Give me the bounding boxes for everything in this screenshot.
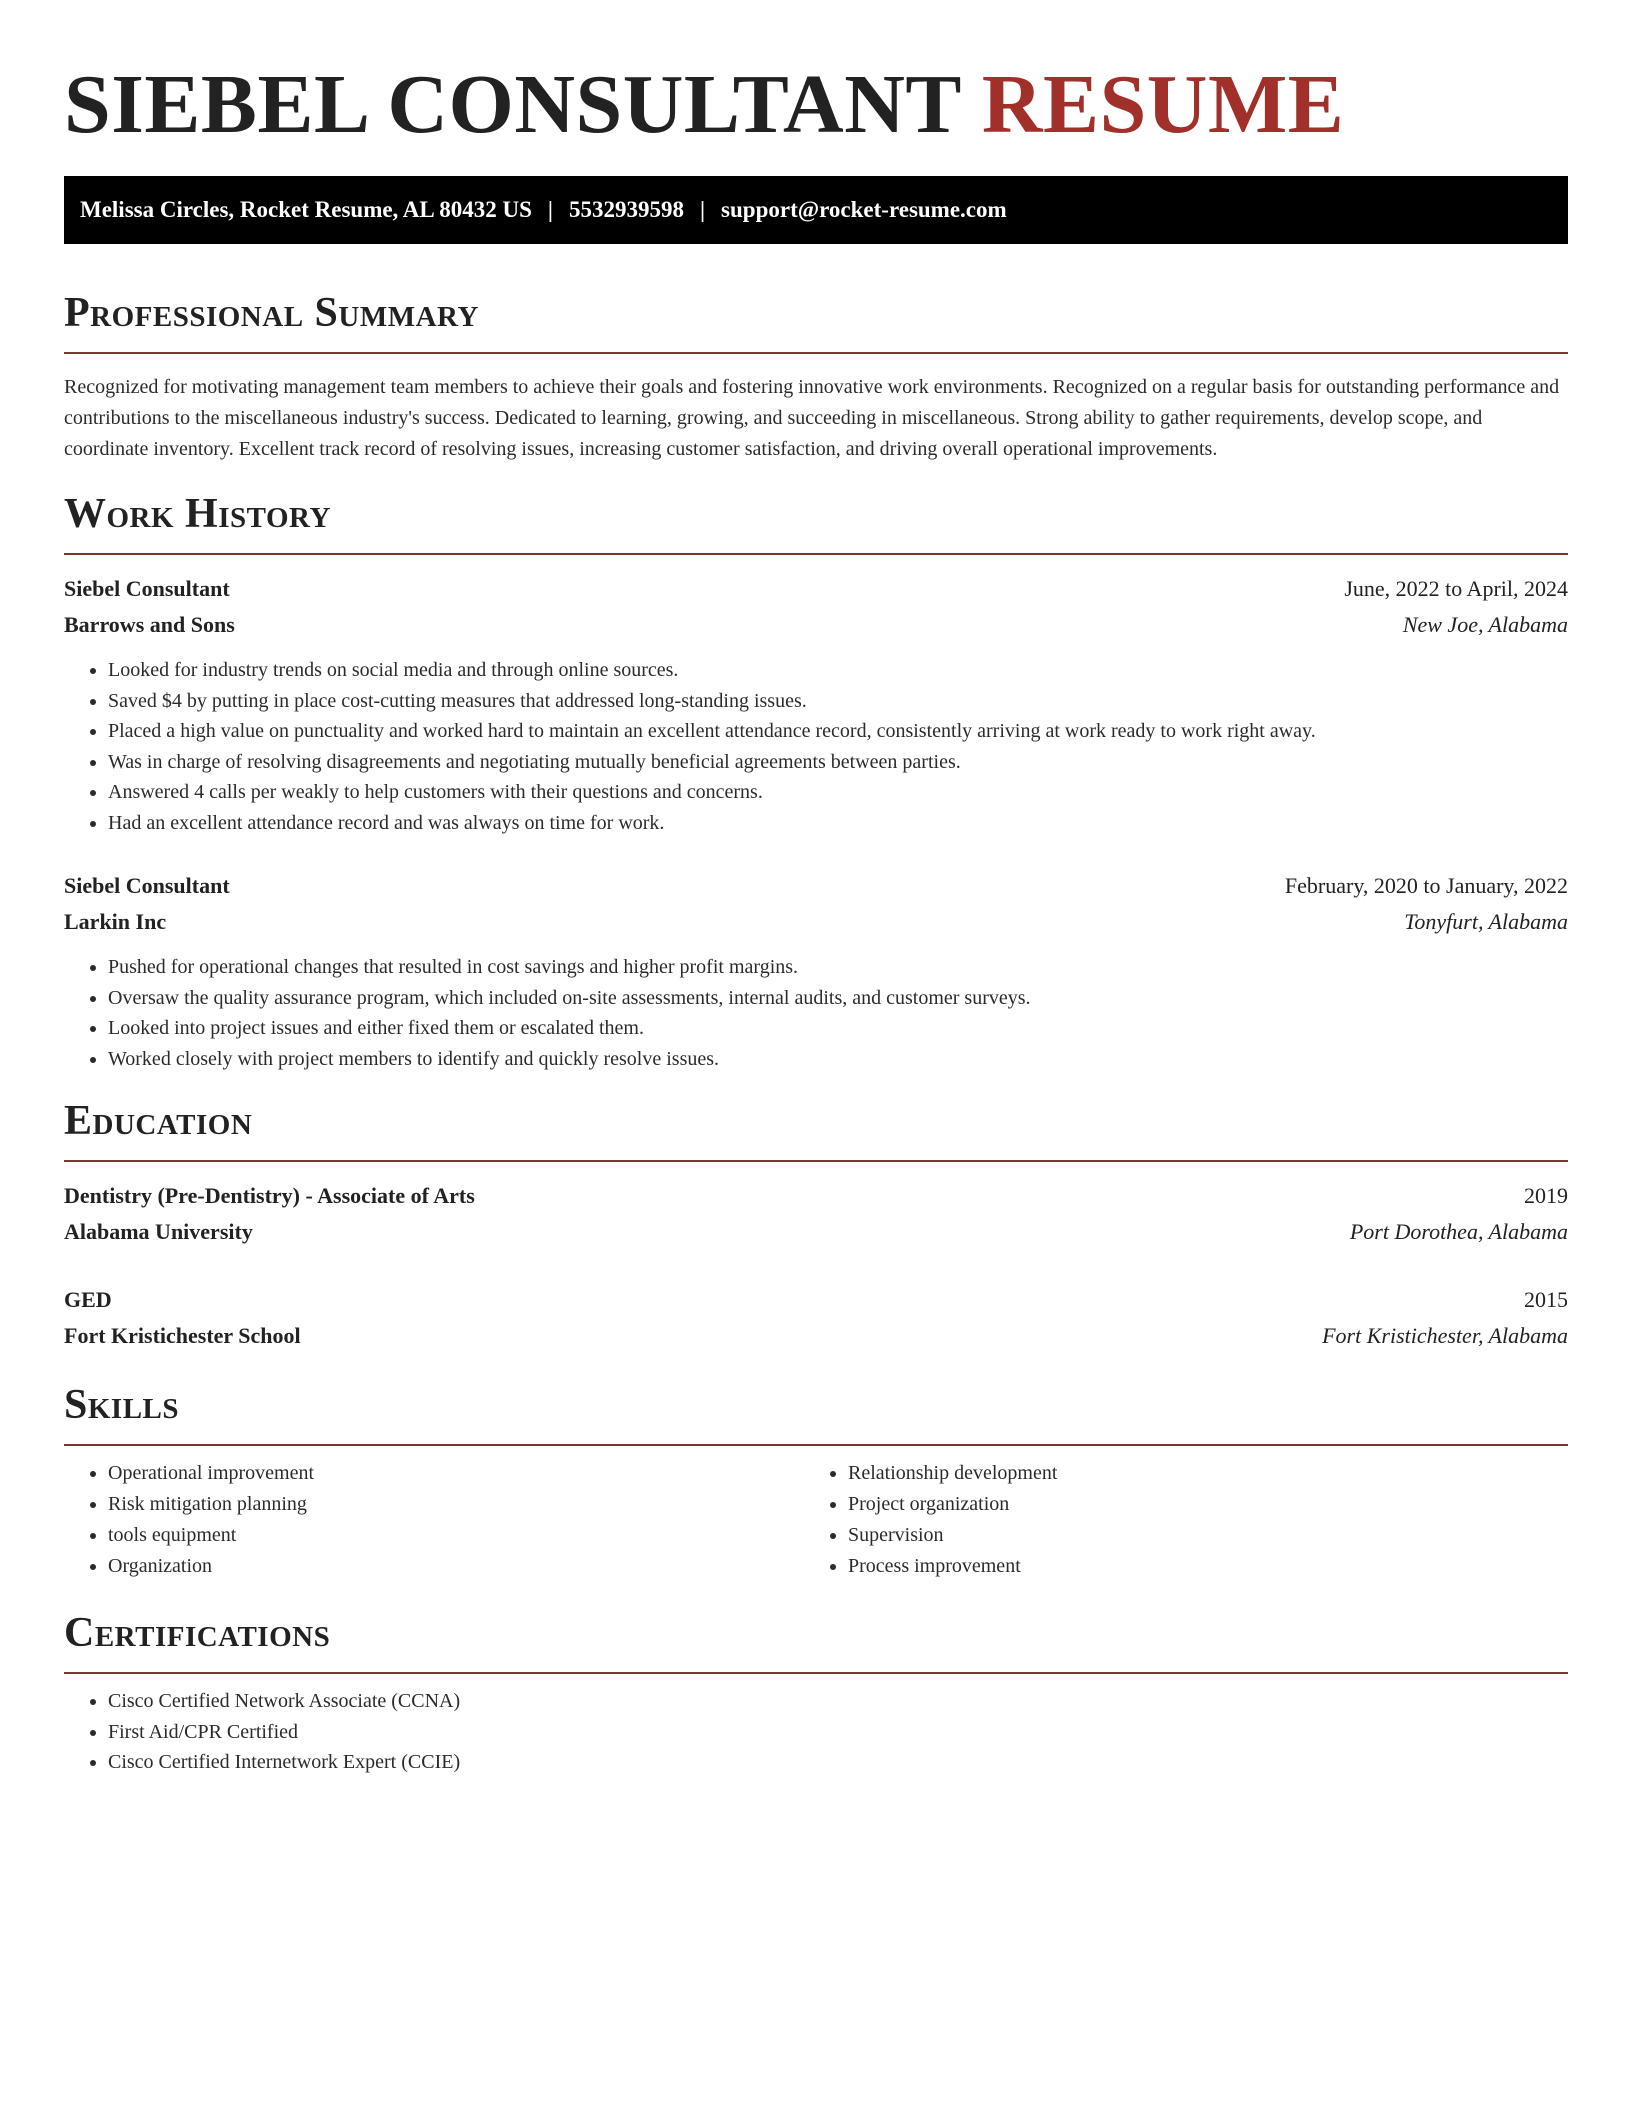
education-degree-row [64, 1178, 1568, 1214]
resume-title [64, 0, 1568, 152]
education-degree: Dentistry (Pre-Dentistry) - Associate of Arts [64, 1183, 475, 1208]
contact-bar [64, 176, 1568, 244]
skills-list-right [804, 1458, 1544, 1582]
job-location: Tonyfurt, Alabama [1404, 909, 1568, 934]
certifications-section [64, 1608, 1568, 1778]
job-title: Siebel Consultant [64, 576, 230, 601]
contact-separator: | [699, 197, 706, 222]
section-heading-education: Education [64, 1098, 253, 1144]
section-divider [64, 1672, 1568, 1674]
section-heading-skills: Skills [64, 1382, 180, 1428]
education-school-row [64, 1318, 1568, 1354]
list-item: • Project organization [848, 1489, 1544, 1520]
list-item: • Looked into project issues and either fixed them or escalated them. [108, 1013, 1568, 1044]
certifications-list [64, 1686, 1568, 1778]
contact-separator: | [547, 197, 553, 222]
work-history-section [64, 489, 1568, 1074]
list-item: • Answered 4 calls per weakly to help customers with their questions and concerns. [108, 777, 1568, 808]
section-divider [64, 1444, 1568, 1446]
title-main: SIEBEL CONSULTANT [64, 58, 961, 151]
contact-phone: 5532939598 [568, 197, 684, 222]
contact-address: Melissa Circles, Rocket Resume, AL 80432 US [80, 197, 532, 222]
section-heading-work-history: Work History [64, 491, 331, 537]
list-item: • Oversaw the quality assurance program, which included on-site assessments, internal audits, and customer surveys. [108, 983, 1568, 1014]
education-degree-row [64, 1282, 1568, 1318]
list-item: • First Aid/CPR Certified [108, 1717, 1568, 1748]
education-section [64, 1096, 1568, 1354]
list-item: • Supervision [848, 1520, 1544, 1551]
section-heading-certifications: Certifications [64, 1610, 331, 1656]
job-bullets [64, 952, 1568, 1074]
job-company: Barrows and Sons [64, 612, 235, 637]
section-divider [64, 1160, 1568, 1162]
list-item: • Looked for industry trends on social media and through online sources. [108, 655, 1568, 686]
section-heading-summary: Professional Summary [64, 290, 479, 336]
education-degree: GED [64, 1287, 112, 1312]
resume-page [64, 0, 1568, 1778]
summary-section [64, 288, 1568, 465]
list-item: • Placed a high value on punctuality and worked hard to maintain an excellent attendance record, consistently arriving at work ready to work right away. [108, 716, 1568, 747]
education-year: 2019 [1524, 1183, 1568, 1208]
job-location: New Joe, Alabama [1402, 612, 1568, 637]
skills-section [64, 1380, 1568, 1582]
job-title-row [64, 571, 1568, 607]
education-entry [64, 1178, 1568, 1250]
job-entry [64, 868, 1568, 1074]
list-item: • Had an excellent attendance record and was always on time for work. [108, 808, 1568, 839]
job-company: Larkin Inc [64, 909, 167, 934]
section-divider [64, 352, 1568, 354]
job-entry [64, 571, 1568, 838]
summary-text: Recognized for motivating management team members to achieve their goals and fostering innovative work environments. Recognized on a regular basis for outstanding performance and contributions to the miscellaneous industry's success. Dedicated to learning, growing, and succeeding in miscellaneous. Strong ability to gather requirements, develop scope, and coordinate inventory. Excellent track record of resolving issues, increasing customer satisfaction, and driving overall operational improvements. [64, 376, 1560, 460]
section-divider [64, 553, 1568, 555]
education-location: Fort Kristichester, Alabama [1322, 1323, 1568, 1348]
list-item: • Worked closely with project members to identify and quickly resolve issues. [108, 1044, 1568, 1075]
job-company-row [64, 904, 1568, 940]
list-item: • Organization [108, 1551, 804, 1582]
education-school-row [64, 1214, 1568, 1250]
education-entry [64, 1282, 1568, 1354]
job-bullets [64, 655, 1568, 838]
education-school: Alabama University [64, 1219, 253, 1244]
list-item: • tools equipment [108, 1520, 804, 1551]
list-item: • Operational improvement [108, 1458, 804, 1489]
skills-columns [64, 1458, 1568, 1582]
list-item: • Relationship development [848, 1458, 1544, 1489]
job-title-row [64, 868, 1568, 904]
education-location: Port Dorothea, Alabama [1349, 1219, 1568, 1244]
education-school: Fort Kristichester School [64, 1323, 301, 1348]
job-dates: June, 2022 to April, 2024 [1344, 576, 1568, 601]
job-title: Siebel Consultant [64, 873, 230, 898]
job-dates: February, 2020 to January, 2022 [1284, 873, 1568, 898]
list-item: • Cisco Certified Network Associate (CCNA) [108, 1686, 1568, 1717]
education-year: 2015 [1524, 1287, 1568, 1312]
title-accent: RESUME [981, 58, 1345, 151]
job-company-row [64, 607, 1568, 643]
list-item: • Saved $4 by putting in place cost-cutting measures that addressed long-standing issues. [108, 686, 1568, 717]
list-item: • Pushed for operational changes that resulted in cost savings and higher profit margins. [108, 952, 1568, 983]
list-item: • Was in charge of resolving disagreements and negotiating mutually beneficial agreements between parties. [108, 747, 1568, 778]
list-item: • Process improvement [848, 1551, 1544, 1582]
skills-list-left [64, 1458, 804, 1582]
list-item: • Cisco Certified Internetwork Expert (CCIE) [108, 1747, 1568, 1778]
list-item: • Risk mitigation planning [108, 1489, 804, 1520]
contact-email: support@rocket-resume.com [721, 197, 1007, 222]
